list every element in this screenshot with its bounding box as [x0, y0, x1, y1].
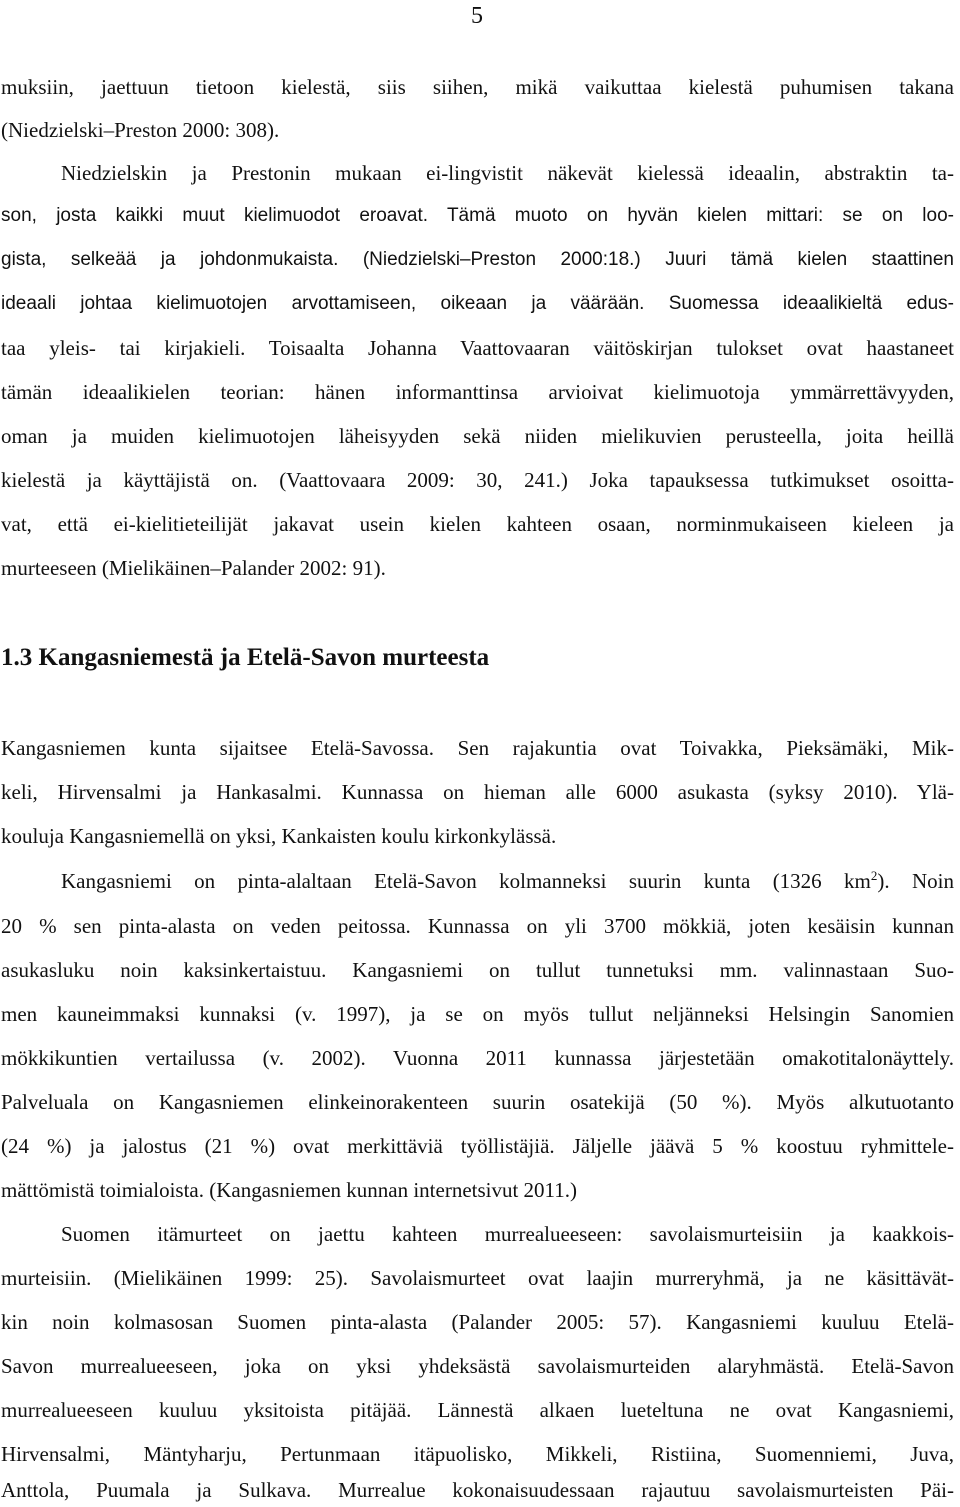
- text-line: Niedzielskin ja Prestonin mukaan ei-lingvistit näkevät kielessä ideaalin, abstraktin ta-: [61, 161, 954, 185]
- text-line: kouluja Kangasniemellä on yksi, Kankaisten koulu kirkonkylässä.: [1, 824, 557, 848]
- text-line: taa yleis- tai kirjakieli. Toisaalta Johanna Vaattovaaran väitöskirjan tulokset ovat haastaneet: [1, 336, 954, 360]
- text-line: son, josta kaikki muut kielimuodot eroavat. Tämä muoto on hyvän kielen mittari: se on loo-: [1, 205, 954, 226]
- section-number: 1.3: [1, 644, 33, 671]
- text-line: kielestä ja käyttäjistä on. (Vaattovaara 2009: 30, 241.) Joka tapauksessa tutkimukset osoitta-: [1, 468, 954, 492]
- text-line: tämän ideaalikielen teorian: hänen informanttinsa arvioivat kielimuotoja ymmärrettävyyden,: [1, 380, 954, 404]
- text-line: oman ja muiden kielimuotojen läheisyyden sekä niiden mielikuvien perusteella, joita heillä: [1, 424, 954, 448]
- text-line: (24 %) ja jalostus (21 %) ovat merkittäviä työllistäjiä. Jäljelle jäävä 5 % koostuu ryhmittele-: [1, 1134, 954, 1158]
- section-title: Kangasniemestä ja Etelä-Savon murteesta: [38, 644, 490, 671]
- text-line: (Niedzielski–Preston 2000: 308).: [1, 118, 280, 142]
- text-line: Kangasniemen kunta sijaitsee Etelä-Savossa. Sen rajakuntia ovat Toivakka, Pieksämäki, Mik-: [1, 736, 954, 760]
- text-line: asukasluku noin kaksinkertaistuu. Kangasniemi on tullut tunnetuksi mm. valinnastaan Suo-: [1, 958, 954, 982]
- text-line: Anttola, Puumala ja Sulkava. Murrealue kokonaisuudessaan rajautuu savolaismurteisten Päi-: [1, 1478, 954, 1502]
- text-line: Hirvensalmi, Mäntyharju, Pertunmaan itäpuolisko, Mikkeli, Ristiina, Suomenniemi, Juva,: [1, 1442, 954, 1466]
- text-line: murteeseen (Mielikäinen–Palander 2002: 91).: [1, 556, 386, 580]
- text-line: vat, että ei-kielitieteilijät jakavat usein kielen kahteen osaan, norminmukaiseen kieleen ja: [1, 512, 954, 536]
- text-line: kin noin kolmasosan Suomen pinta-alasta (Palander 2005: 57). Kangasniemi kuuluu Etelä-: [1, 1310, 954, 1334]
- text-line: ideaali johtaa kielimuotojen arvottamiseen, oikeaan ja väärään. Suomessa ideaalikieltä edus-: [1, 293, 954, 314]
- text-line: men kauneimmaksi kunnaksi (v. 1997), ja se on myös tullut neljänneksi Helsingin Sanomien: [1, 1002, 954, 1026]
- text-line: Palveluala on Kangasniemen elinkeinorakenteen suurin osatekijä (50 %). Myös alkutuotanto: [1, 1090, 954, 1114]
- text-line: Suomen itämurteet on jaettu kahteen murrealueeseen: savolaismurteisiin ja kaakkois-: [61, 1222, 954, 1246]
- section-heading: [1, 641, 489, 675]
- text-line: murrealueeseen kuuluu yksitoista pitäjää. Lännestä alkaen lueteltuna ne ovat Kangasniemi,: [1, 1398, 954, 1422]
- text-line: keli, Hirvensalmi ja Hankasalmi. Kunnassa on hieman alle 6000 asukasta (syksy 2010). Ylä-: [1, 780, 954, 804]
- text-line: muksiin, jaettuun tietoon kielestä, siis siihen, mikä vaikuttaa kielestä puhumisen takana: [1, 75, 954, 99]
- superscript: 2: [870, 868, 878, 883]
- text-line: mökkikuntien vertailussa (v. 2002). Vuonna 2011 kunnassa järjestetään omakotitalonäyttely.: [1, 1046, 954, 1070]
- text-line: gista, selkeää ja johdonmukaista. (Niedzielski–Preston 2000:18.) Juuri tämä kielen staattinen: [1, 249, 954, 270]
- text-line-area: [61, 867, 954, 895]
- text-span: ). Noin: [877, 869, 954, 893]
- page-number: 5: [471, 3, 483, 29]
- text-line: murteisiin. (Mielikäinen 1999: 25). Savolaismurteet ovat laajin murreryhmä, ja ne käsittävät-: [1, 1266, 954, 1290]
- text-line: Savon murrealueeseen, joka on yksi yhdeksästä savolaismurteiden alaryhmästä. Etelä-Savon: [1, 1354, 954, 1378]
- text-line: 20 % sen pinta-alasta on veden peitossa. Kunnassa on yli 3700 mökkiä, joten kesäisin kunnan: [1, 914, 954, 938]
- text-line: mättömistä toimialoista. (Kangasniemen kunnan internetsivut 2011.): [1, 1178, 578, 1202]
- text-span: Kangasniemi on pinta-alaltaan Etelä-Savon kolmanneksi suurin kunta (1326 km: [61, 869, 871, 893]
